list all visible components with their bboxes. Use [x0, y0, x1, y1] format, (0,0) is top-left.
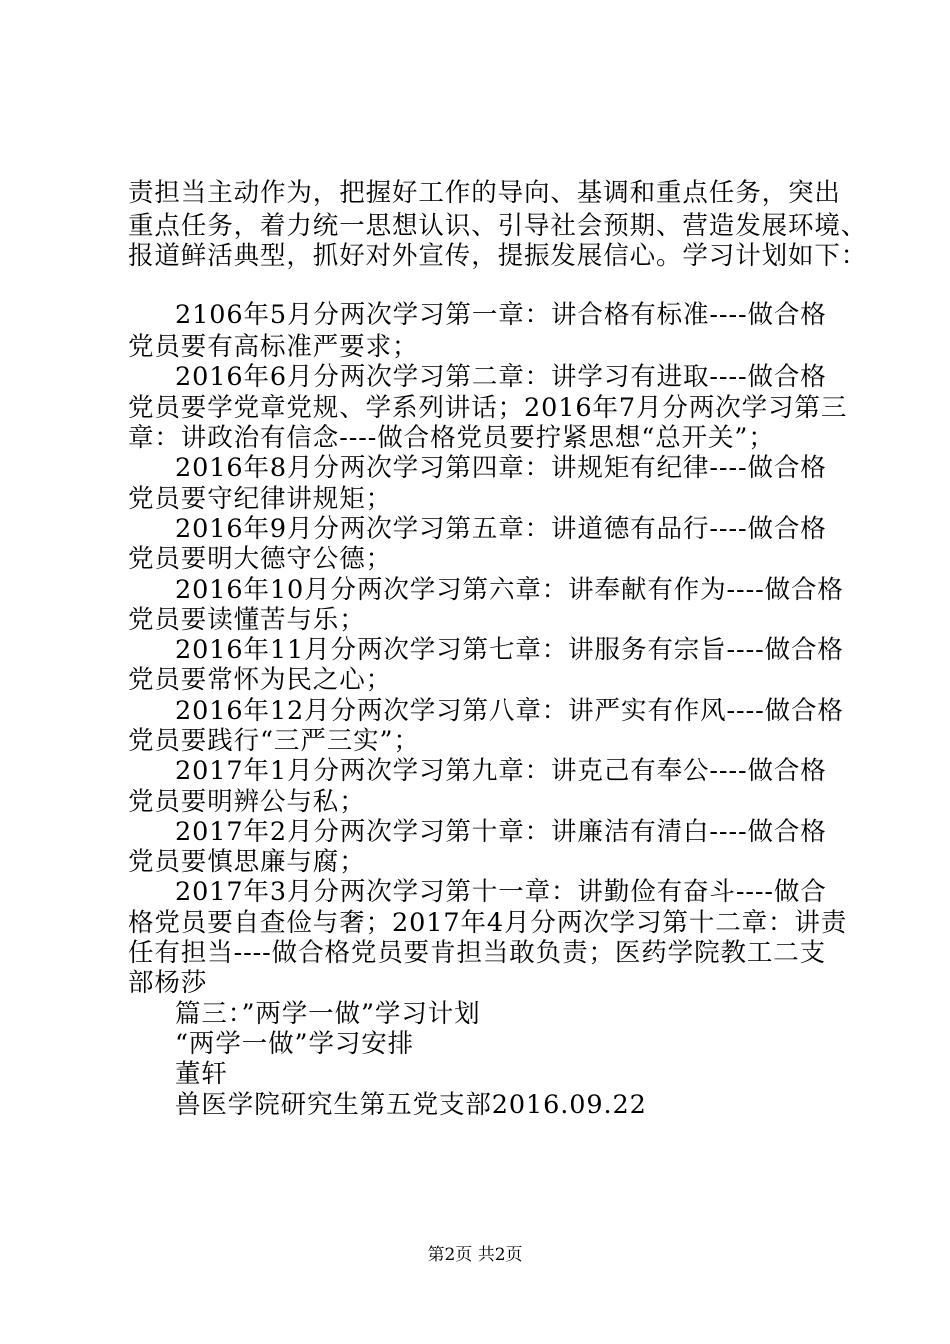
plan-line: 党员要守纪律讲规矩；	[128, 484, 393, 514]
plan-line: 党员要读懂苦与乐；	[128, 605, 366, 635]
plan-line: 2016年10月分两次学习第六章：讲奉献有作为----做合格	[175, 575, 844, 605]
plan-line: 章：讲政治有信念----做合格党员要拧紧思想“总开关”；	[128, 423, 775, 453]
plan-line: 2017年2月分两次学习第十章：讲廉洁有清白----做合格	[175, 817, 827, 847]
plan-line: 2016年11月分两次学习第七章：讲服务有宗旨----做合格	[175, 635, 844, 665]
plan-line: 2016年8月分两次学习第四章：讲规矩有纪律----做合格	[175, 453, 827, 483]
author-name: 董轩	[175, 1059, 228, 1089]
intro-line-2: 重点任务，着力统一思想认识、引导社会预期、营造发展环境、	[128, 211, 868, 241]
intro-line-1: 责担当主动作为，把握好工作的导向、基调和重点任务，突出	[128, 178, 841, 208]
plan-line: 2017年3月分两次学习第十一章：讲勤俭有奋斗----做合	[175, 877, 827, 907]
plan-line: 2016年6月分两次学习第二章：讲学习有进取----做合格	[175, 362, 827, 392]
subtitle: “两学一做”学习安排	[175, 1029, 415, 1059]
plan-line: 党员要践行“三严三实”；	[128, 726, 420, 756]
plan-line: 党员要明大德守公德；	[128, 544, 393, 574]
plan-line: 2017年1月分两次学习第九章：讲克己有奉公----做合格	[175, 756, 827, 786]
intro-line-3: 报道鲜活典型，抓好对外宣传，提振发展信心。学习计划如下：	[128, 241, 868, 271]
organization-date: 兽医学院研究生第五党支部2016.09.22	[175, 1090, 647, 1120]
plan-line: 党员要明辨公与私；	[128, 787, 366, 817]
plan-line: 党员要常怀为民之心；	[128, 665, 393, 695]
plan-line: 2106年5月分两次学习第一章：讲合格有标准----做合格	[175, 300, 827, 330]
plan-line: 2016年12月分两次学习第八章：讲严实有作风----做合格	[175, 696, 844, 726]
plan-line: 格党员要自查俭与奢；2017年4月分两次学习第十二章：讲责	[128, 908, 848, 938]
plan-line: 党员要慎思廉与腐；	[128, 847, 366, 877]
section-heading: 篇三：”两学一做”学习计划	[175, 999, 481, 1029]
page-footer: 第2页 共2页	[427, 1245, 523, 1265]
plan-line: 任有担当----做合格党员要肯担当敢负责；医药学院教工二支	[128, 938, 827, 968]
plan-line: 党员要学党章党规、学系列讲话；2016年7月分两次学习第三	[128, 393, 848, 423]
plan-line: 2016年9月分两次学习第五章：讲道德有品行----做合格	[175, 514, 827, 544]
plan-line: 部杨莎	[128, 968, 208, 998]
plan-line: 党员要有高标准严要求；	[128, 332, 419, 362]
